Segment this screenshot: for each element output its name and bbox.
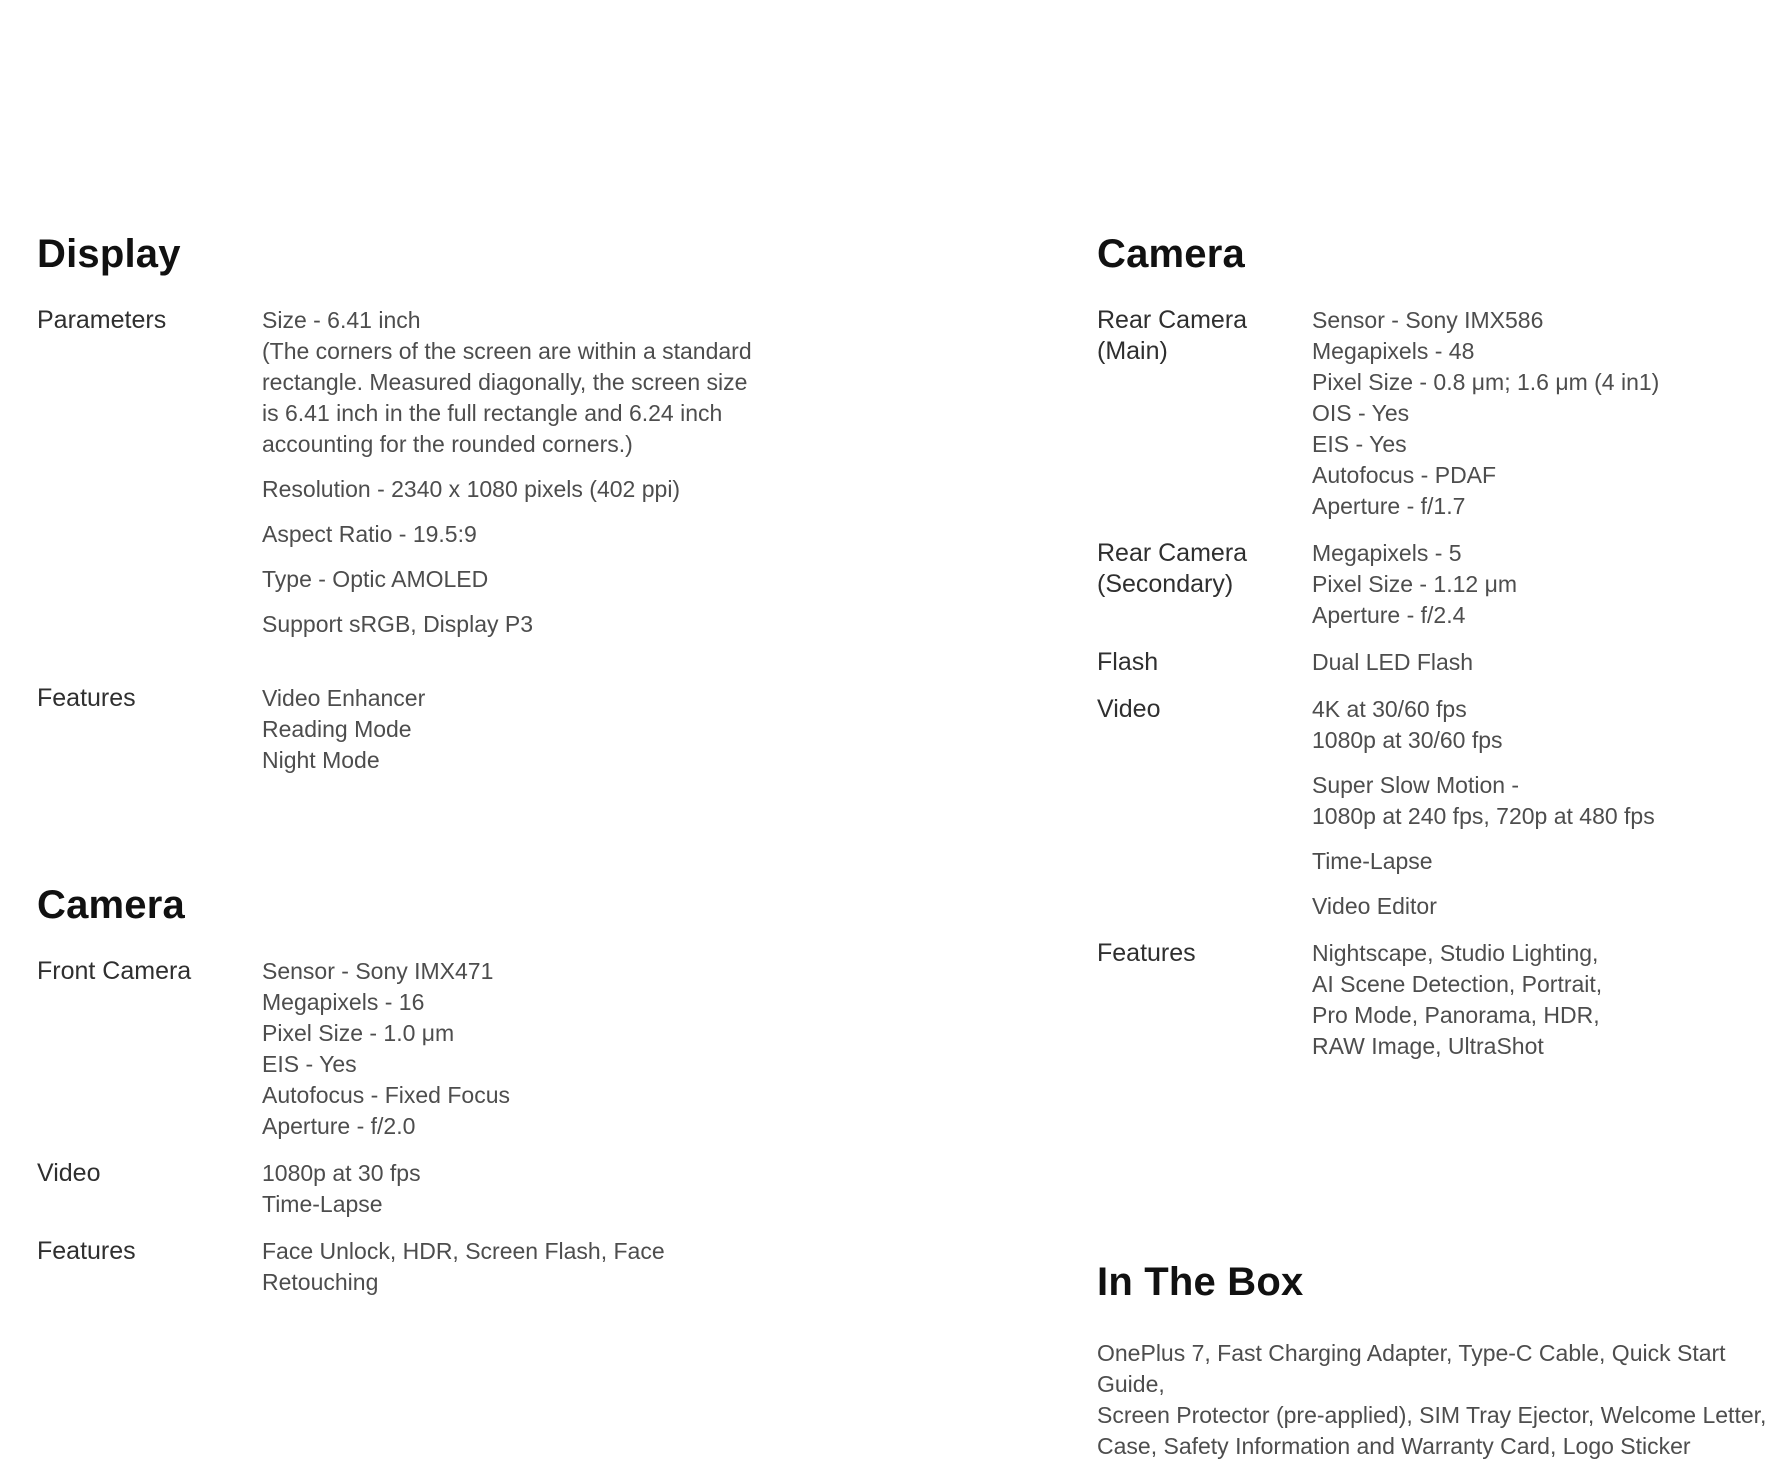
spec-value-line: Autofocus - Fixed Focus [262,1082,510,1108]
spec-value [1312,305,1767,522]
spec-value-line: 1080p at 240 fps, 720p at 480 fps [1312,803,1655,829]
spec-paragraph [262,564,767,595]
spec-value-line: 4K at 30/60 fps [1312,696,1467,722]
spec-value-line: Nightscape, Studio Lighting, [1312,940,1599,966]
spec-paragraph [262,609,767,640]
spec-label [37,1236,262,1267]
spec-value-line: EIS - Yes [1312,431,1407,457]
spec-value-line: Video Editor [1312,893,1437,919]
spec-value-line: RAW Image, UltraShot [1312,1033,1544,1059]
spec-value-line: Pro Mode, Panorama, HDR, [1312,1002,1600,1028]
spec-value-line: Pixel Size - 1.0 μm [262,1020,455,1046]
spec-paragraph [262,956,767,1142]
spec-value [1312,694,1767,922]
spec-label [1097,694,1312,725]
spec-value [1312,938,1767,1062]
spec-value-line: Resolution - 2340 x 1080 pixels (402 ppi) [262,476,681,502]
spec-value-line: Size - 6.41 inch [262,307,421,333]
spec-paragraph [1312,770,1767,832]
spec-paragraph [1312,694,1767,756]
spec-paragraph [1312,305,1767,522]
spec-paragraph [262,474,767,505]
section-title: Camera [1097,232,1245,276]
spec-paragraph [1312,647,1767,678]
section-title: Camera [37,883,185,927]
spec-value-line: Sensor - Sony IMX471 [262,958,494,984]
box-contents-paragraph [1097,1338,1767,1462]
spec-label [37,683,262,714]
box-contents-line: Case, Safety Information and Warranty Card, Logo Sticker [1097,1433,1691,1459]
spec-value-line: OIS - Yes [1312,400,1410,426]
spec-value [262,956,767,1142]
spec-value-line: Time-Lapse [1312,848,1433,874]
spec-value-line: is 6.41 inch in the full rectangle and 6.24 inch [262,400,723,426]
spec-label-line: Rear Camera [1097,306,1248,334]
spec-label [1097,538,1312,600]
spec-label-line: Features [37,684,136,712]
spec-value [262,305,767,640]
spec-label [37,956,262,987]
spec-row [37,956,767,1142]
box-contents-line: OnePlus 7, Fast Charging Adapter, Type-C Cable, Quick Start Guide, [1097,1340,1726,1397]
spec-paragraph [1312,938,1767,1062]
spec-value-line: Sensor - Sony IMX586 [1312,307,1544,333]
spec-value [1312,538,1767,631]
spec-value-line: Dual LED Flash [1312,649,1474,675]
spec-value-line: Reading Mode [262,716,412,742]
spec-paragraph [262,519,767,550]
spec-row [37,683,767,776]
spec-row [1097,538,1767,631]
spec-value-line: Megapixels - 5 [1312,540,1462,566]
spec-label-line: Front Camera [37,957,192,985]
box-contents-line: Screen Protector (pre-applied), SIM Tray Ejector, Welcome Letter, [1097,1402,1767,1428]
spec-paragraph [262,1158,767,1220]
spec-value-line: rectangle. Measured diagonally, the screen size [262,369,748,395]
spec-paragraph [1312,891,1767,922]
spec-label-line: Video [1097,695,1161,723]
spec-value-line: accounting for the rounded corners.) [262,431,633,457]
section-in-the-box [1097,1258,1767,1462]
spec-label-line: Video [37,1159,101,1187]
spec-value [262,1158,767,1220]
spec-label-line: Rear Camera [1097,539,1248,567]
spec-value-line: Pixel Size - 1.12 μm [1312,571,1517,597]
spec-value-line: 1080p at 30 fps [262,1160,421,1186]
spec-label [37,1158,262,1189]
section-camera-rear [1097,230,1767,1062]
spec-value-line: Autofocus - PDAF [1312,462,1497,488]
spec-paragraph [262,1236,767,1298]
spec-value-line: Time-Lapse [262,1191,383,1217]
section-camera-front [37,881,767,1298]
spec-value-line: Face Unlock, HDR, Screen Flash, Face Retouching [262,1238,665,1295]
spec-value [1312,647,1767,678]
spec-label [1097,305,1312,367]
spec-label-line: Parameters [37,306,167,334]
spec-value-line: Aperture - f/2.4 [1312,602,1466,628]
spec-label-line: Features [1097,939,1196,967]
spec-value-line: Megapixels - 48 [1312,338,1475,364]
spec-value-line: Support sRGB, Display P3 [262,611,534,637]
spec-value-line: Night Mode [262,747,380,773]
spec-row [37,305,767,640]
spec-row [1097,305,1767,522]
spec-label [1097,938,1312,969]
spec-label [37,305,262,336]
spec-label-line: Flash [1097,648,1159,676]
spec-row [37,1158,767,1220]
spec-paragraph [1312,846,1767,877]
spec-paragraph [1312,538,1767,631]
spec-value-line: Video Enhancer [262,685,426,711]
spec-value-line: (The corners of the screen are within a standard [262,338,752,364]
spec-value [262,1236,767,1298]
spec-value-line: 1080p at 30/60 fps [1312,727,1503,753]
spec-value-line: Aperture - f/2.0 [262,1113,416,1139]
spec-paragraph [262,683,767,776]
section-title: In The Box [1097,1260,1304,1304]
spec-label-line: (Main) [1097,337,1168,365]
right-column [1097,230,1767,1462]
section-title: Display [37,232,181,276]
spec-value-line: Megapixels - 16 [262,989,425,1015]
spec-value-line: Type - Optic AMOLED [262,566,489,592]
spec-row [37,1236,767,1298]
spec-value-line: Super Slow Motion - [1312,772,1520,798]
spec-row [1097,694,1767,922]
spec-value-line: AI Scene Detection, Portrait, [1312,971,1603,997]
spec-value-line: EIS - Yes [262,1051,357,1077]
spec-row [1097,647,1767,678]
spec-value-line: Aspect Ratio - 19.5:9 [262,521,477,547]
spec-value-line: Aperture - f/1.7 [1312,493,1466,519]
left-column [37,230,767,1298]
section-display [37,230,767,776]
spec-label-line: (Secondary) [1097,570,1234,598]
spec-label [1097,647,1312,678]
spec-value [262,683,767,776]
spec-row [1097,938,1767,1062]
spec-label-line: Features [37,1237,136,1265]
spec-value-line: Pixel Size - 0.8 μm; 1.6 μm (4 in1) [1312,369,1660,395]
spec-paragraph [262,305,767,460]
